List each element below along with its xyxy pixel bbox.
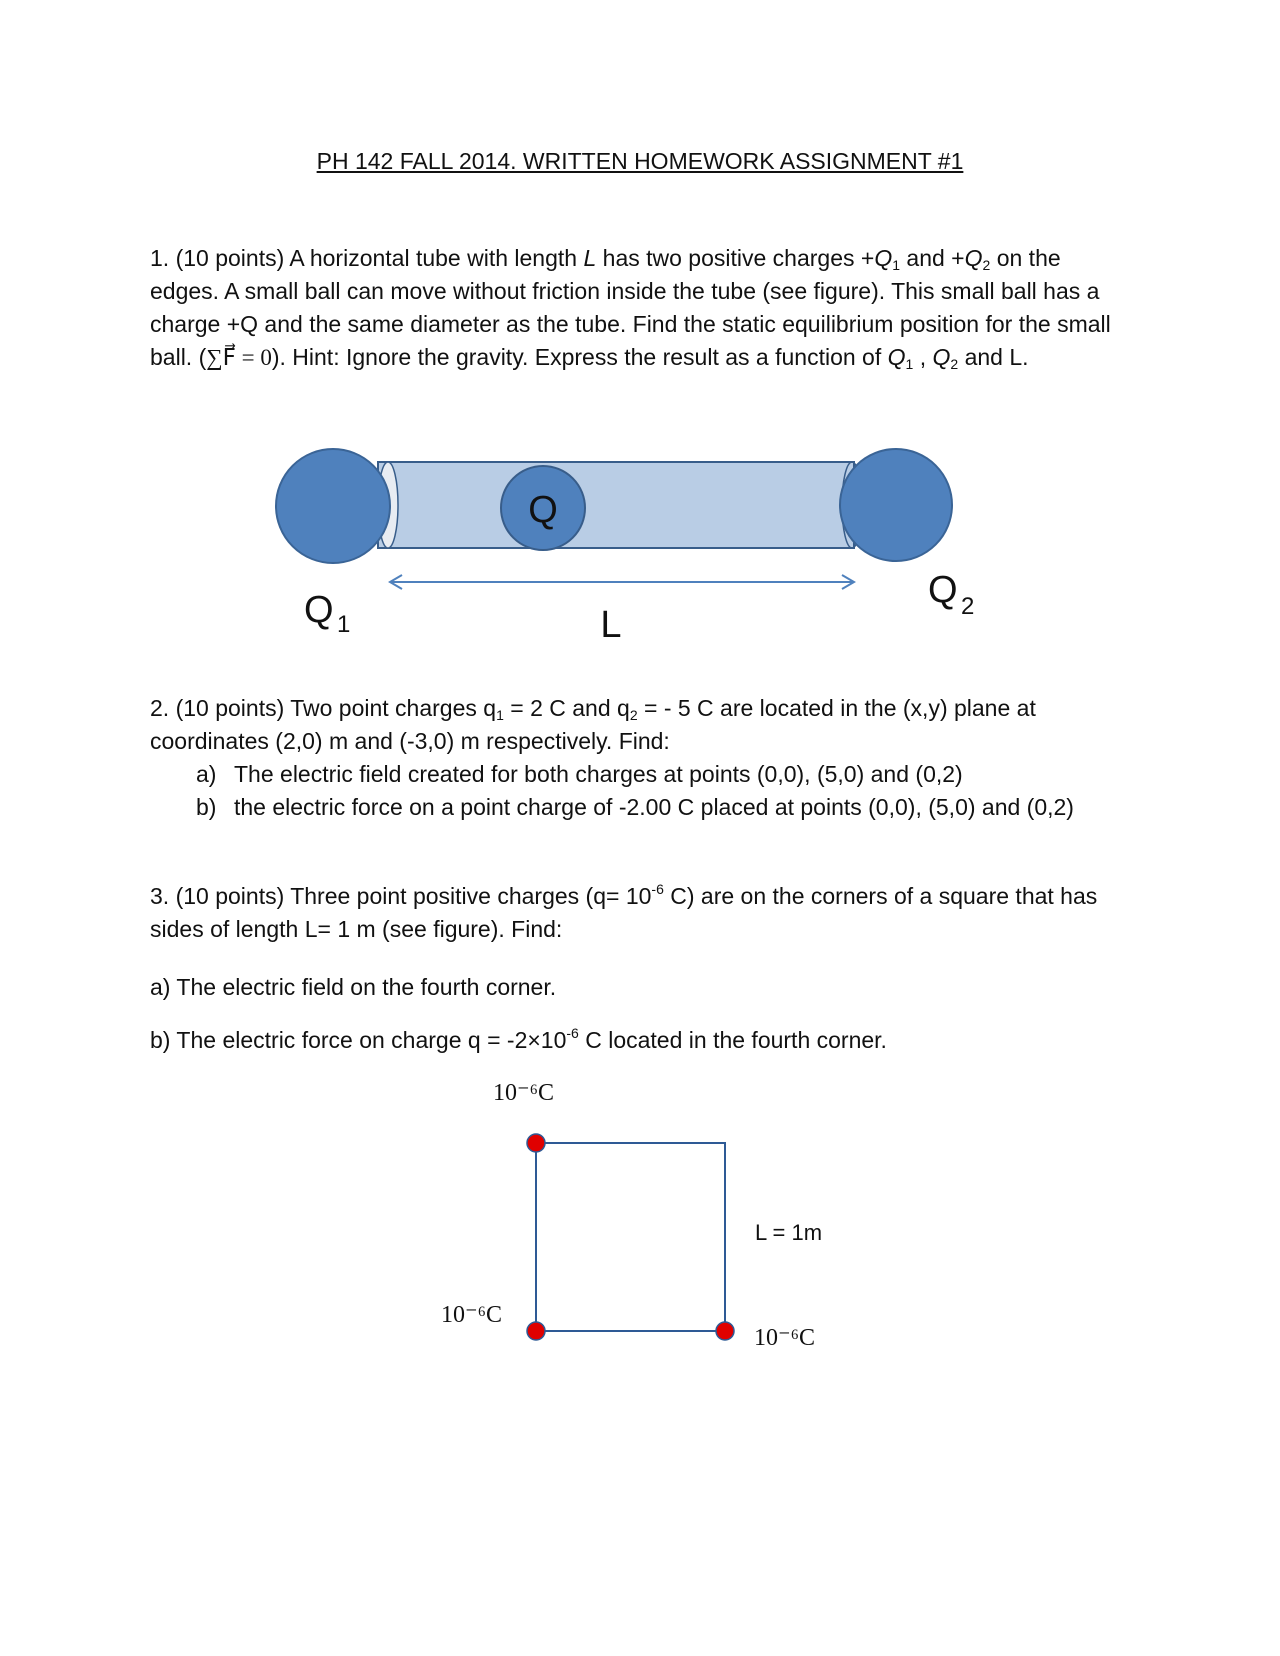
- page-title: PH 142 FALL 2014. WRITTEN HOMEWORK ASSIGNMENT #1: [316, 148, 964, 174]
- problem-2-text: 2. (10 points) Two point charges $q_1 = 2$ C and $q_2$ = - 5 C are located in the (x,y) plane at coordinates (2,0) m and (-3,0) m respectively. Find:: [150, 695, 1036, 754]
- problem-2-part-a: a) The electric field created for both charges at points (0,0), (5,0) and (0,2): [196, 761, 963, 787]
- q1-label: Q: [304, 589, 334, 631]
- tube: [378, 462, 854, 548]
- side-length-label: L = 1m: [755, 1220, 823, 1245]
- bottom-left-charge: [527, 1322, 545, 1340]
- square-figure: [441, 1080, 822, 1351]
- charge-q1-sphere: [276, 449, 390, 563]
- problem-3-text: 3. (10 points) Three point positive charges ($q= 10^{-6}$ C) are on the corners of a square that has sides of length L= 1 m (see figure). Find:: [150, 881, 1098, 942]
- length-label: L: [600, 604, 622, 646]
- q2-label-subscript: 2: [961, 593, 975, 620]
- small-ball-label: Q: [528, 489, 558, 531]
- q1-label-subscript: 1: [337, 611, 351, 638]
- tube-figure: [276, 449, 974, 646]
- bottom-right-charge-label: 10⁻⁶C: [754, 1325, 816, 1351]
- problem-1-text: 1. (10 points) A horizontal tube with length L has two positive charges $+Q_1$ and $+Q_2$ on the edges. A small ball can move without friction inside the tube (see figure). This small ball has a charge +Q and the same diameter as the tube. Find the static equilibrium position for the small ball. (∑F⃗ = 0). Hint: Ignore the gravity. Express the result as a function of $Q_1$ , $Q_2$ and L.: [150, 245, 1111, 372]
- problem-2-part-b: b) the electric force on a point charge of -2.00 C placed at points (0,0), (5,0) and (0,2): [196, 794, 1074, 820]
- bottom-left-charge-label: 10⁻⁶C: [441, 1302, 503, 1328]
- bottom-right-charge: [716, 1322, 734, 1340]
- top-left-charge: [527, 1134, 545, 1152]
- problem-3-part-a: a) The electric field on the fourth corner.: [150, 974, 557, 1000]
- square: [536, 1143, 725, 1331]
- top-charge-label: 10⁻⁶C: [493, 1080, 555, 1106]
- problem-2-parts: [196, 758, 1116, 824]
- problem-3-part-b: b) The electric force on charge $q = -2\times 10^{-6}$ C located in the fourth corner.: [150, 1025, 887, 1053]
- charge-q2-sphere: [840, 449, 952, 561]
- q2-label: Q: [928, 569, 958, 611]
